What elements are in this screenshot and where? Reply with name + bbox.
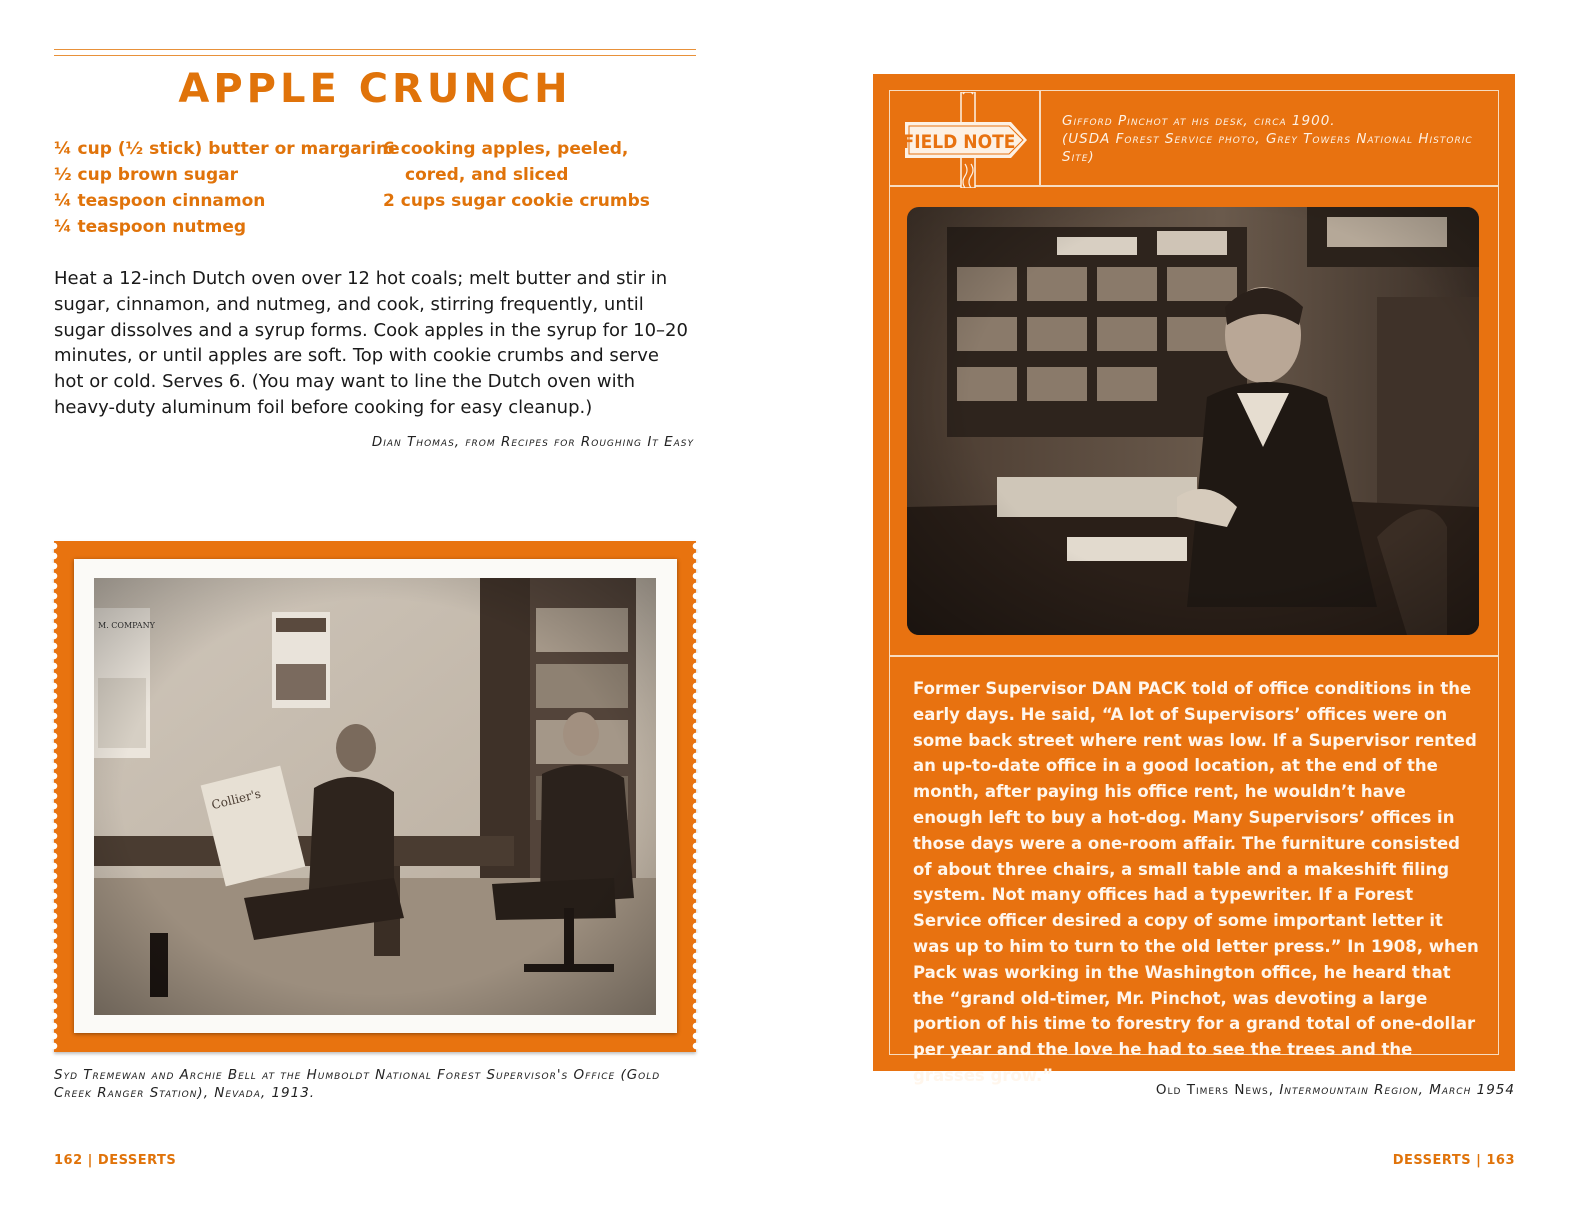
caption-line-1: Gifford Pinchot at his desk, circa 1900. [1062,113,1336,129]
quote-attribution [873,1082,1515,1098]
field-note-quote: Former Supervisor DAN PACK told of office conditions in the early days. He said, “A lot of Supervisors’ offices were on some back street where rent was low. If a Supervisor rented an up-to-date office in a good location, at the end of the month, after paying his office rent, he wouldn’t have enough left to buy a hot-dog. Many Supervisors’ offices in those days were a one-room affair. The furniture consisted of about three chairs, a small table and a makeshift filing system. Not many offices had a typewriter. If a Forest Service officer desired a copy of some important letter it was up to him to turn to the old letter press.” In 1908, when Pack was working in the Washington office, he heard that the “grand old-timer, Mr. Pinchot, was devoting a large portion of his time to forestry for a grand total of one-dollar per year and the love he had to see the trees and the grasses grow.” [913,679,1479,1085]
attribution-source: Old Timers News, [1155,1082,1275,1098]
ingredients-column-2 [383,136,650,214]
photo-divider-horizontal [889,655,1499,657]
page-folio-right: DESSERTS | 163 [1392,1153,1515,1168]
top-rule-2 [54,55,696,56]
page-folio-left: 162 | DESSERTS [54,1153,177,1168]
photo-stamp-frame [54,541,696,1052]
recipe-method: Heat a 12-inch Dutch oven over 12 hot coals; melt butter and stir in sugar, cinnamon, and nutmeg, and cook, stirring frequently, until sugar dissolves and a syrup forms. Cook apples in the syrup for 10–20 minutes, or until apples are soft. Top with cookie crumbs and serve hot or cold. Serves 6. (You may want to line the Dutch oven with heavy-duty aluminum foil before cooking for easy cleanup.) [54,268,688,418]
field-note-signpost-icon [903,92,1033,188]
attribution-detail: Intermountain Region, March 1954 [1279,1082,1515,1098]
ingredient-item: ½ cup brown sugar [54,165,238,185]
ingredient-item: 2 cups sugar cookie crumbs [383,191,650,211]
pinchot-desk-photo [907,207,1479,635]
photo-caption: Syd Tremewan and Archie Bell at the Humboldt National Forest Supervisor's Office (Gold Creek Ranger Station), Nevada, 1913. [54,1067,661,1101]
ingredient-item: ¼ teaspoon cinnamon [54,191,266,211]
field-note-label: FIELD NOTE [903,131,1016,153]
recipe-title: APPLE CRUNCH [178,66,572,112]
ingredient-item: ¼ teaspoon nutmeg [54,217,247,237]
ingredients-column-1 [54,136,400,240]
ingredient-item: ¼ cup (½ stick) butter or margarine [54,139,400,159]
top-rule [54,49,696,50]
recipe-attribution: Dian Thomas, from Recipes for Roughing It Easy [371,434,694,450]
photo-mat [74,559,677,1033]
header-divider-vertical [1039,90,1041,186]
field-note-caption [1062,112,1482,166]
caption-line-2: (USDA Forest Service photo, Grey Towers National Historic Site) [1062,131,1473,165]
field-note-panel [873,74,1515,1085]
ingredient-item: cored, and sliced [405,165,569,185]
office-photo-tremewan-bell [94,578,656,1015]
ingredient-item: 6 cooking apples, peeled, [383,139,629,159]
